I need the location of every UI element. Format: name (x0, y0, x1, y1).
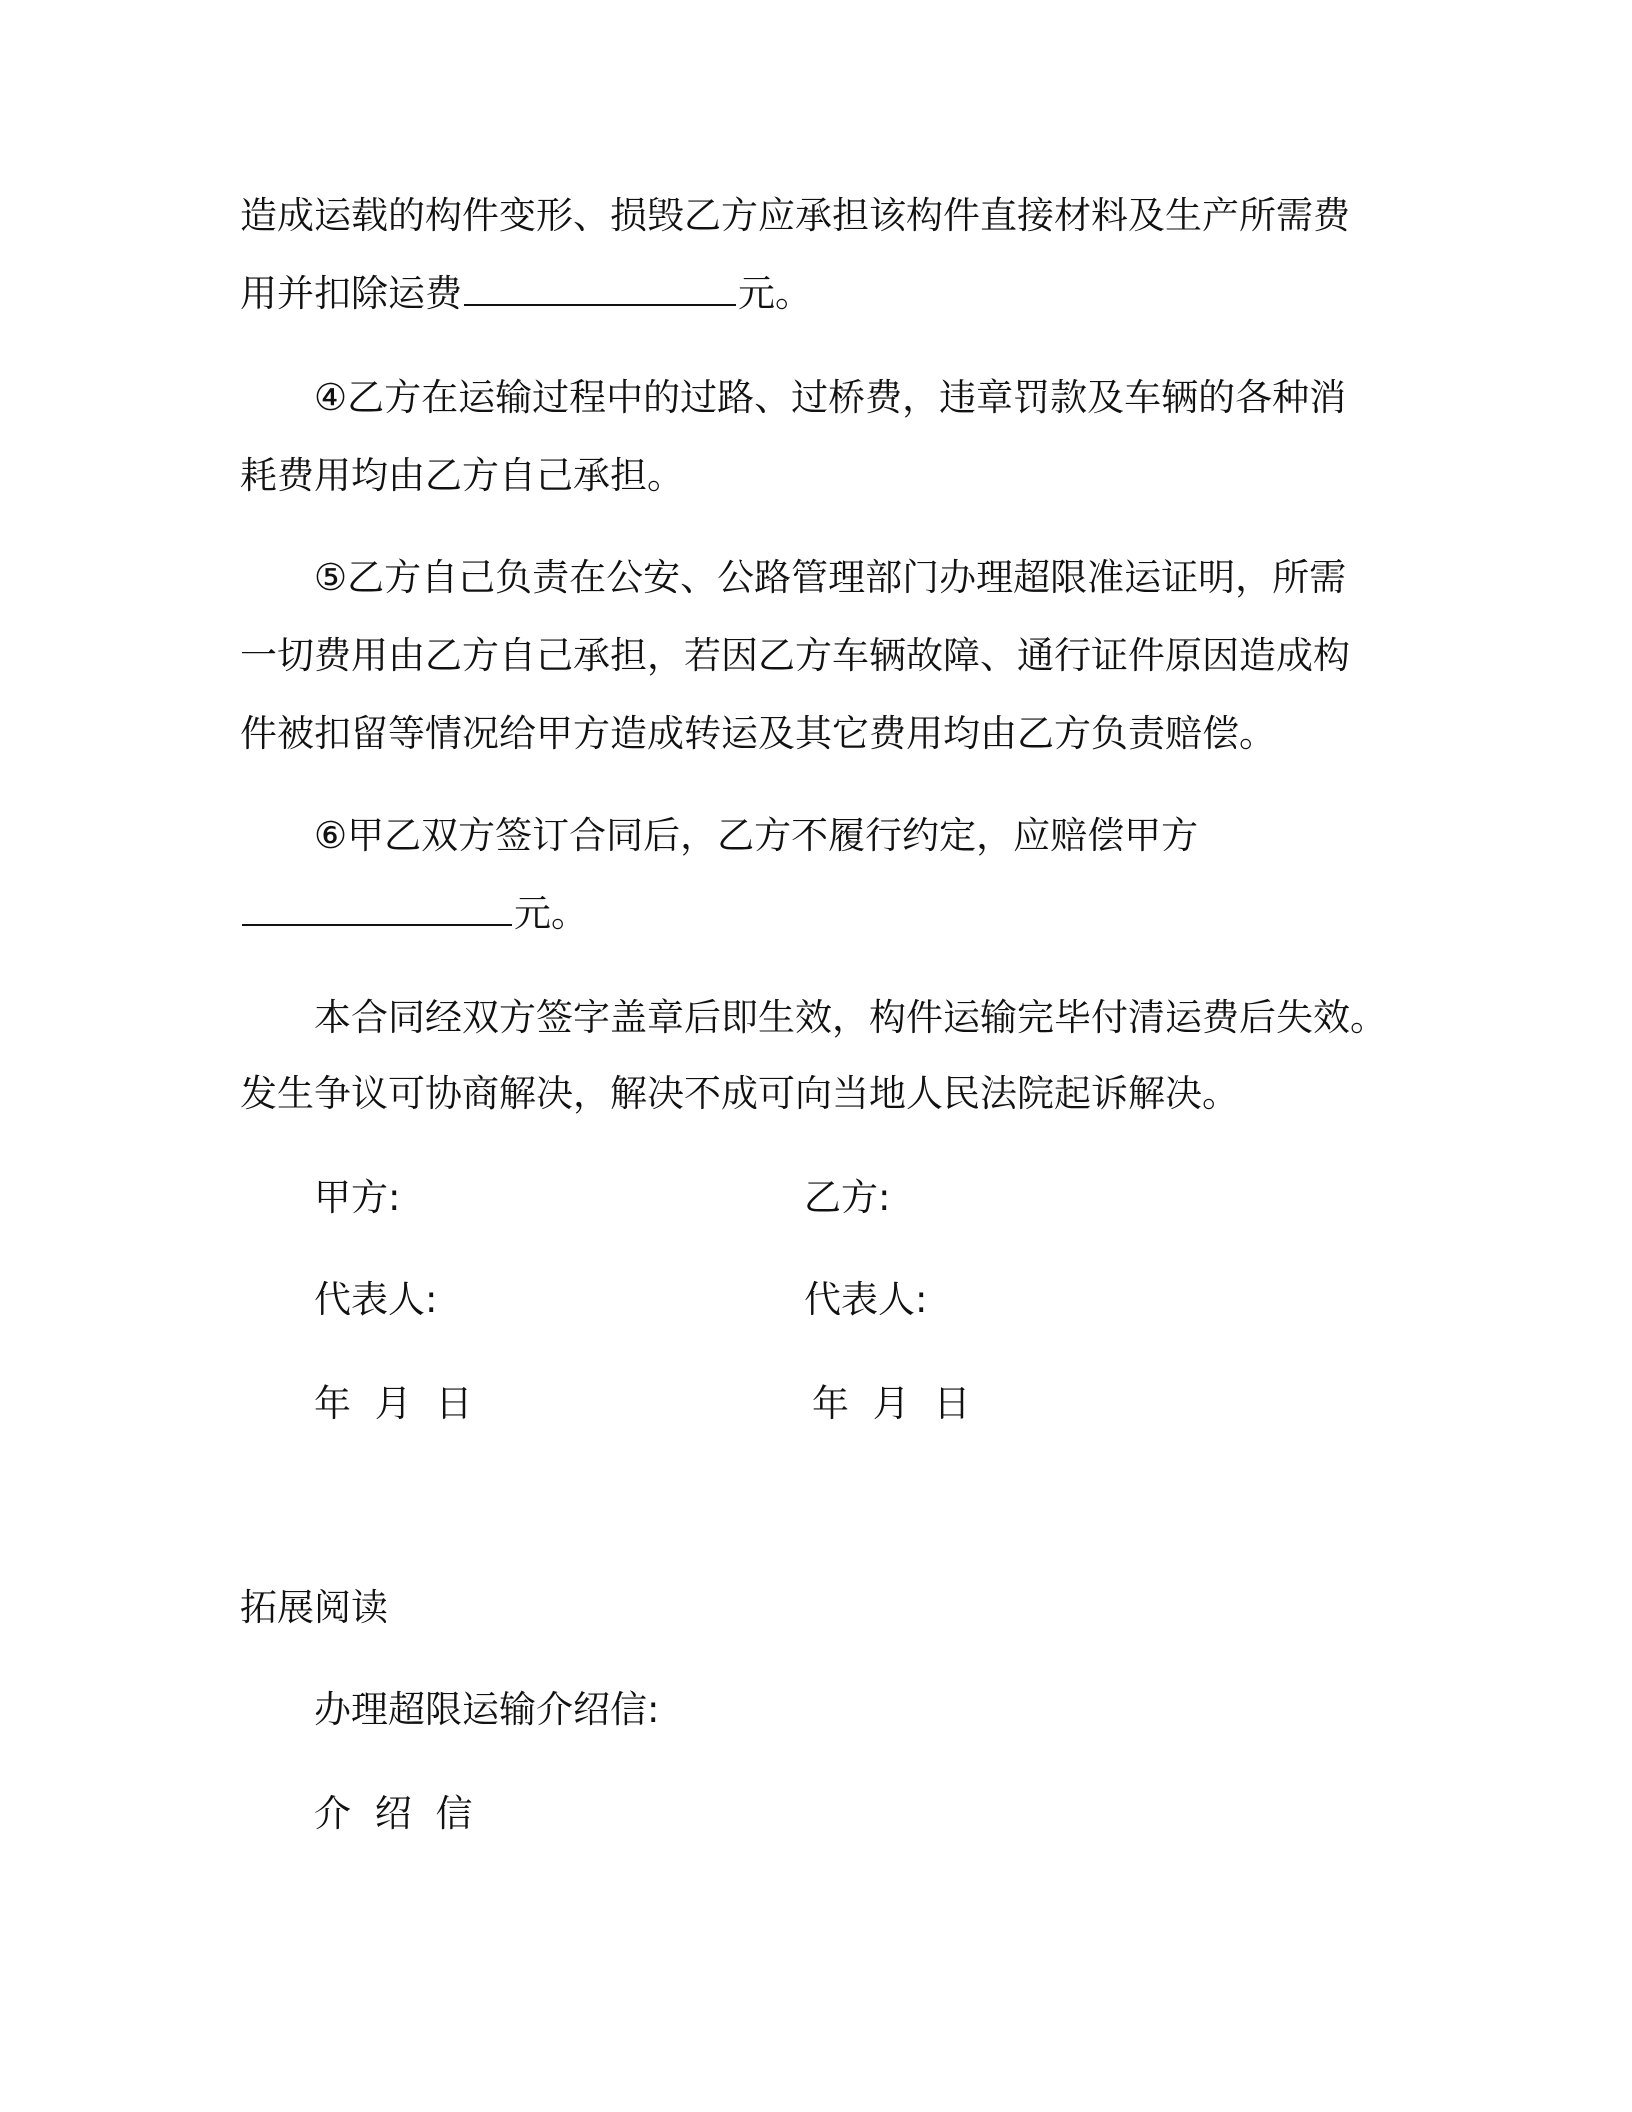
fill-blank (464, 274, 736, 306)
effect-line1: 本合同经双方签字盖章后即生效，构件运输完毕付清运费后失效。 (314, 996, 1387, 1039)
clause3-line2-suffix: 元。 (738, 272, 812, 315)
clause4-line2: 耗费用均由乙方自己承担。 (240, 454, 684, 497)
clause5-line3: 件被扣留等情况给甲方造成转运及其它费用均由乙方负责赔偿。 (240, 712, 1276, 755)
rep-b-label: 代表人: (804, 1278, 928, 1321)
clause3-line2 (240, 270, 812, 318)
clause4-line1: ④乙方在运输过程中的过路、过桥费，违章罚款及车辆的各种消 (314, 376, 1347, 419)
letter-title: 介 绍 信 (314, 1792, 479, 1835)
date-a-label: 年 月 日 (314, 1382, 479, 1425)
clause6-line1: ⑥甲乙双方签订合同后，乙方不履行约定，应赔偿甲方 (314, 814, 1199, 857)
effect-line2: 发生争议可协商解决，解决不成可向当地人民法院起诉解决。 (240, 1072, 1239, 1115)
clause3-line1: 造成运载的构件变形、损毁乙方应承担该构件直接材料及生产所需费 (240, 194, 1350, 237)
party-b-label: 乙方: (804, 1176, 891, 1219)
extended-heading: 拓展阅读 (240, 1586, 388, 1629)
clause6-line2-suffix: 元。 (514, 892, 588, 935)
rep-a-label: 代表人: (314, 1278, 438, 1321)
clause3-line2-prefix: 用并扣除运费 (240, 272, 462, 315)
date-b-label: 年 月 日 (812, 1382, 977, 1425)
extended-subheading: 办理超限运输介绍信: (314, 1688, 660, 1731)
clause5-line2: 一切费用由乙方自己承担，若因乙方车辆故障、通行证件原因造成构 (240, 634, 1350, 677)
fill-blank (242, 894, 512, 926)
party-a-label: 甲方: (314, 1176, 401, 1219)
clause6-line2 (240, 890, 588, 938)
clause5-line1: ⑤乙方自己负责在公安、公路管理部门办理超限准运证明，所需 (314, 556, 1347, 599)
